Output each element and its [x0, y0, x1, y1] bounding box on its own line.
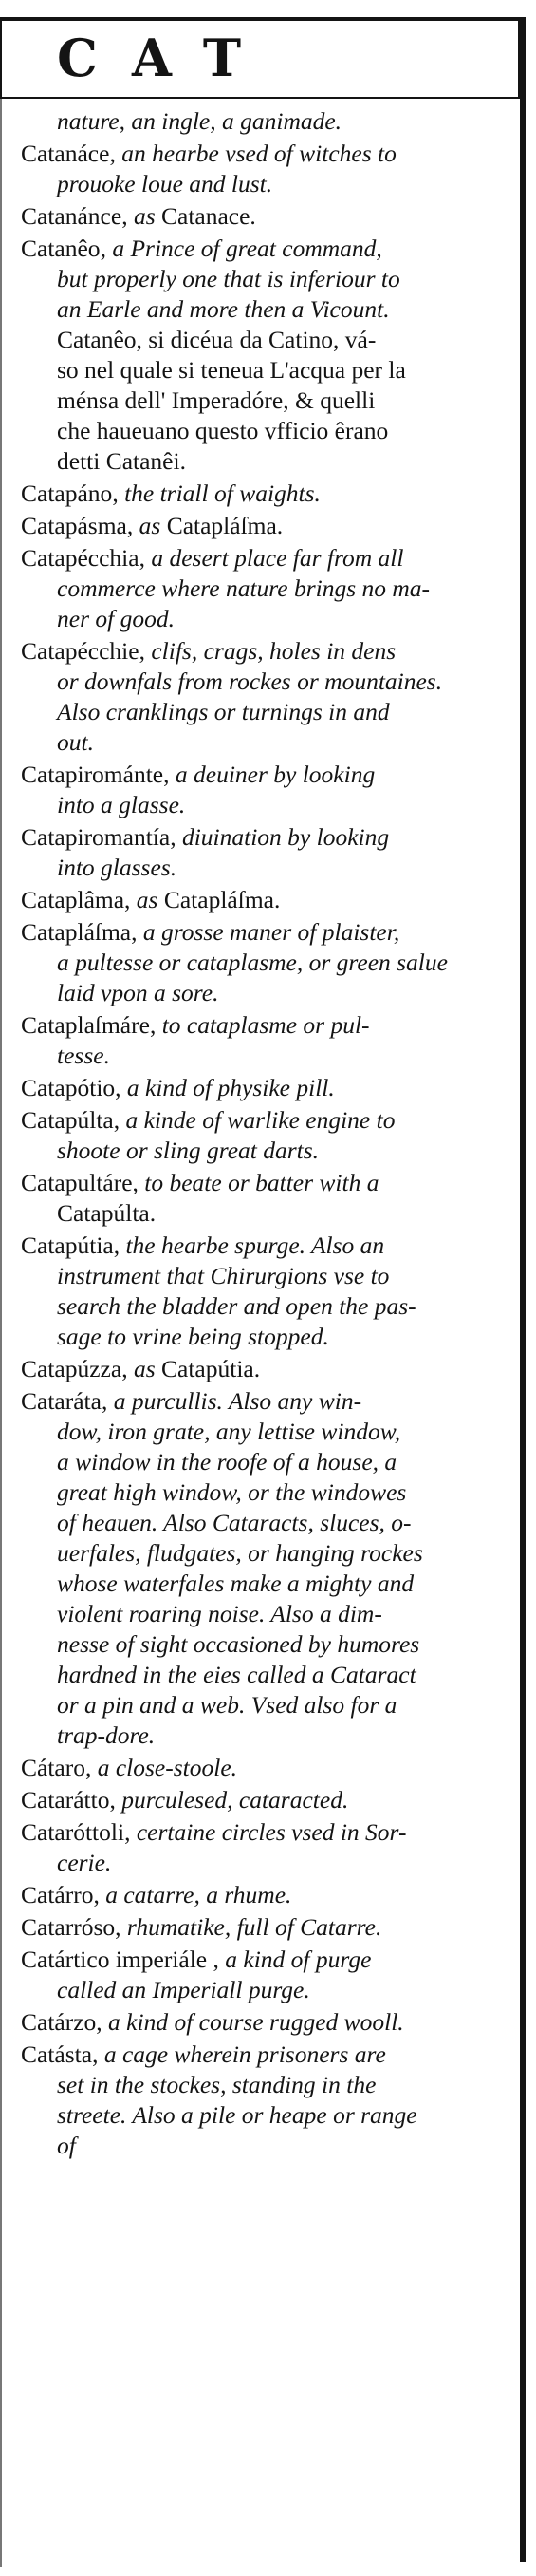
separator: , — [84, 1754, 98, 1781]
gloss-text: as — [133, 202, 156, 230]
headword: Catapúlta — [21, 1106, 114, 1134]
gloss-text: search the bladder and open the pas- — [57, 1292, 416, 1320]
gloss-text: a purcullis. Also any win- — [113, 1387, 362, 1415]
entry-line — [21, 853, 508, 883]
gloss-text: nature, an ingle, a ganimade. — [57, 107, 342, 135]
gloss-text: trap-dore. — [57, 1721, 156, 1749]
headword: Catárzo — [21, 2008, 97, 2036]
entry-line — [21, 1386, 508, 1417]
headword: Cataráta — [21, 1387, 102, 1415]
separator: , — [112, 479, 125, 507]
entry-line — [21, 1785, 508, 1815]
separator: , — [113, 1106, 126, 1134]
entry-line — [21, 1945, 508, 1975]
headword: Catapúzza — [21, 1355, 122, 1382]
entry-line — [21, 1291, 508, 1322]
entry-line — [21, 479, 508, 509]
entry-line — [21, 1569, 508, 1599]
dictionary-entry — [21, 885, 508, 915]
separator: , — [100, 235, 113, 262]
entry-column — [21, 106, 508, 2163]
entry-line — [21, 1136, 508, 1166]
running-head: CAT — [57, 28, 276, 88]
entry-line — [21, 106, 508, 137]
entry-line — [21, 1477, 508, 1508]
dictionary-entry — [21, 2040, 508, 2161]
headword: Catapótio — [21, 1074, 116, 1101]
gloss-text: a desert place far from all — [151, 544, 404, 572]
gloss-text: as — [133, 1355, 156, 1382]
dictionary-entry — [21, 1105, 508, 1166]
gloss-text: a pultesse or cataplasme, or green salue — [57, 949, 448, 976]
separator: , — [131, 918, 143, 946]
entry-line — [21, 1231, 508, 1261]
entry-line — [21, 1720, 508, 1751]
entry-line — [21, 573, 508, 604]
dictionary-entry — [21, 1073, 508, 1103]
entry-line — [21, 1447, 508, 1477]
dictionary-entry — [21, 1010, 508, 1071]
gloss-text: cerie. — [57, 1849, 112, 1876]
separator: , — [101, 1387, 114, 1415]
separator: , — [93, 1881, 106, 1908]
dictionary-entry — [21, 1817, 508, 1878]
entry-line — [21, 511, 508, 541]
gloss-text: ner of good. — [57, 605, 175, 632]
entry-line — [21, 1690, 508, 1720]
gloss-text: rhumatike, full of Catarre. — [126, 1913, 382, 1941]
roman-text: detti Catanêi. — [57, 447, 186, 475]
headword: Catárro — [21, 1881, 94, 1908]
headword: Catapútia — [21, 1232, 114, 1259]
gloss-text: Also cranklings or turnings in and — [57, 698, 390, 725]
separator: , — [170, 823, 182, 851]
dictionary-entry — [21, 234, 508, 477]
gloss-text: of heauen. Also Cataracts, sluces, o- — [57, 1509, 412, 1536]
headword: Catapáno — [21, 479, 113, 507]
gloss-text: sage to vrine being stopped. — [57, 1323, 329, 1350]
gloss-text: a kind of course rugged wooll. — [108, 2008, 404, 2036]
gloss-text: to cataplasme or pul- — [161, 1011, 370, 1039]
dictionary-entry — [21, 1753, 508, 1783]
separator: , — [109, 1786, 122, 1814]
headword: Catapultáre — [21, 1169, 133, 1196]
column-rule-left — [0, 99, 2, 2567]
separator: , — [113, 1232, 126, 1259]
headword: Catártico imperiále — [21, 1946, 208, 1973]
entry-line — [21, 978, 508, 1008]
entry-line — [21, 822, 508, 853]
entry-line — [21, 416, 508, 446]
gloss-text: whose waterfales make a mighty and — [57, 1570, 415, 1597]
dictionary-entry — [21, 1945, 508, 2005]
entry-line — [21, 1105, 508, 1136]
gloss-text: a catarre, a rhume. — [105, 1881, 292, 1908]
headword: Catapécchia — [21, 544, 139, 572]
separator: , — [115, 1913, 127, 1941]
entry-line — [21, 790, 508, 820]
entry-line — [21, 1073, 508, 1103]
roman-text: Catanêo, si dicéua da Catino, vá- — [57, 326, 377, 353]
headword: Cátaro — [21, 1754, 85, 1781]
separator: , — [115, 1074, 127, 1101]
entry-line — [21, 760, 508, 790]
dictionary-entry — [21, 106, 508, 137]
entry-line — [21, 1629, 508, 1660]
dictionary-entry — [21, 2007, 508, 2038]
headword: Catapásma — [21, 512, 127, 539]
gloss-text: instrument that Chirurgions vse to — [57, 1262, 390, 1289]
separator: , — [124, 1818, 137, 1846]
headword: Catapécchie — [21, 637, 139, 665]
separator: , — [109, 140, 116, 167]
gloss-text: dow, iron grate, any lettise window, — [57, 1418, 401, 1445]
entry-line — [21, 2070, 508, 2100]
separator: , — [149, 1011, 162, 1039]
gloss-text: uerfales, fludgates, or hanging rockes — [57, 1539, 423, 1567]
dictionary-entry — [21, 201, 508, 232]
entry-line — [21, 727, 508, 758]
gloss-text: a window in the roofe of a house, a — [57, 1448, 397, 1476]
separator: , — [132, 1169, 145, 1196]
cross-reference: Catapútia. — [155, 1355, 261, 1382]
gloss-text: of — [57, 2132, 76, 2159]
entry-line — [21, 636, 508, 667]
gloss-text: the triall of waights. — [124, 479, 321, 507]
headword: Cataróttoli — [21, 1818, 125, 1846]
gloss-text: tesse. — [57, 1042, 110, 1069]
entry-line — [21, 1041, 508, 1071]
entry-line — [21, 1538, 508, 1569]
entry-line — [21, 1660, 508, 1690]
gloss-text: into glasses. — [57, 854, 177, 881]
gloss-text: a kind of physike pill. — [126, 1074, 335, 1101]
gloss-text: as — [139, 512, 161, 539]
gloss-text: or downfals from rockes or mountaines. — [57, 668, 443, 695]
gloss-text: into a glasse. — [57, 791, 186, 818]
dictionary-entry — [21, 511, 508, 541]
entry-line — [21, 169, 508, 199]
entry-line — [21, 917, 508, 948]
dictionary-entry — [21, 760, 508, 820]
entry-line — [21, 1322, 508, 1352]
entry-line — [21, 1848, 508, 1878]
gloss-text: a grosse maner of plaister, — [142, 918, 400, 946]
entry-line — [21, 1010, 508, 1041]
cross-reference: Catanace. — [155, 202, 256, 230]
dictionary-entry — [21, 543, 508, 634]
headword: Catarátto — [21, 1786, 110, 1814]
headword: Catarróso — [21, 1913, 116, 1941]
gloss-text: commerce where nature brings no ma- — [57, 574, 431, 602]
dictionary-entry — [21, 1912, 508, 1943]
dictionary-entry — [21, 1231, 508, 1352]
dictionary-entry — [21, 1354, 508, 1384]
entry-line — [21, 201, 508, 232]
cross-reference: Catapláſma. — [160, 512, 284, 539]
separator: , — [139, 544, 152, 572]
headword: Cataplaſmáre — [21, 1011, 150, 1039]
roman-text: so nel quale si teneua L'acqua per la — [57, 356, 406, 384]
entry-line — [21, 2007, 508, 2038]
roman-text: che haueuano questo vfficio êrano — [57, 417, 389, 444]
entry-line — [21, 667, 508, 697]
headword: Catapirománte — [21, 761, 164, 788]
entry-line — [21, 1817, 508, 1848]
separator: , — [121, 202, 134, 230]
entry-line — [21, 1880, 508, 1910]
entry-line — [21, 1508, 508, 1538]
headword: Catapláſma — [21, 918, 132, 946]
entry-line — [21, 1975, 508, 2005]
separator: , — [121, 1355, 134, 1382]
entry-line — [21, 1261, 508, 1291]
gloss-text: a kinde of warlike engine to — [125, 1106, 396, 1134]
separator: , — [139, 637, 152, 665]
entry-line — [21, 2040, 508, 2070]
gloss-text: out. — [57, 728, 94, 756]
entry-line — [21, 1912, 508, 1943]
dictionary-entry — [21, 1168, 508, 1229]
entry-line — [21, 139, 508, 169]
separator: , — [96, 2008, 109, 2036]
gloss-text: a deuiner by looking — [175, 761, 376, 788]
gloss-text: set in the stockes, standing in the — [57, 2071, 377, 2098]
gloss-text: violent roaring noise. Also a dim- — [57, 1600, 382, 1627]
dictionary-entry — [21, 1785, 508, 1815]
gloss-text: a close-stoole. — [97, 1754, 238, 1781]
gloss-text: diuination by looking — [181, 823, 390, 851]
entry-line — [21, 1198, 508, 1229]
entry-line — [21, 234, 508, 264]
entry-line — [21, 1354, 508, 1384]
dictionary-entry — [21, 1880, 508, 1910]
gloss-text: purculesed, cataracted. — [121, 1786, 349, 1814]
dictionary-entry — [21, 822, 508, 883]
dictionary-entry — [21, 139, 508, 199]
entry-line — [21, 325, 508, 355]
dictionary-entry — [21, 1386, 508, 1751]
gloss-text: shoote or sling great darts. — [57, 1137, 320, 1164]
entry-line — [21, 355, 508, 385]
headword: Catásta — [21, 2040, 93, 2068]
entry-line — [21, 1417, 508, 1447]
gloss-text: an Earle and more then a Vicount. — [57, 295, 390, 323]
entry-line — [21, 1599, 508, 1629]
gloss-text: clifs, crags, holes in dens — [151, 637, 397, 665]
gloss-text: or a pin and a web. Vsed also for a — [57, 1691, 397, 1719]
gloss-text: as — [136, 886, 158, 913]
gloss-text: called an Imperiall purge. — [57, 1976, 310, 2003]
gloss-text: laid vpon a sore. — [57, 979, 219, 1006]
gloss-text: great high window, or the windowes — [57, 1478, 407, 1506]
column-rule-right — [520, 17, 526, 2562]
gloss-text: certaine circles vsed in Sor- — [136, 1818, 407, 1846]
headword: Catanêo — [21, 235, 101, 262]
gloss-text: but properly one that is inferiour to — [57, 265, 400, 292]
entry-line — [21, 543, 508, 573]
headword: Cataplâma — [21, 886, 125, 913]
separator: , — [163, 761, 176, 788]
entry-line — [21, 264, 508, 294]
dictionary-entry — [21, 479, 508, 509]
entry-line — [21, 604, 508, 634]
gloss-text: a kind of purge — [225, 1946, 372, 1973]
headword: Catanáce — [21, 140, 110, 167]
entry-line — [21, 385, 508, 416]
gloss-text: streete. Also a pile or heape or range — [57, 2101, 417, 2129]
separator: , — [92, 2040, 104, 2068]
roman-text: ménsa dell' Imperadóre, & quelli — [57, 386, 376, 414]
separator: , — [124, 886, 137, 913]
gloss-text: prouoke loue and lust. — [57, 170, 273, 197]
gloss-text: an hearbe vsed of witches to — [115, 140, 397, 167]
entry-line — [21, 885, 508, 915]
cross-reference: Catapláſma. — [157, 886, 281, 913]
dictionary-entry — [21, 917, 508, 1008]
entry-line — [21, 446, 508, 477]
separator: , — [207, 1946, 226, 1973]
roman-text: Catapúlta. — [57, 1199, 157, 1227]
gloss-text: a cage wherein prisoners are — [103, 2040, 386, 2068]
entry-line — [21, 2100, 508, 2131]
dictionary-entry — [21, 636, 508, 758]
gloss-text: nesse of sight occasioned by humores — [57, 1630, 420, 1658]
headword: Catanánce — [21, 202, 122, 230]
entry-line — [21, 2131, 508, 2161]
gloss-text: hardned in the eies called a Cataract — [57, 1661, 416, 1688]
entry-line — [21, 948, 508, 978]
gloss-text: the hearbe spurge. Also an — [125, 1232, 385, 1259]
headword: Catapiromantía — [21, 823, 171, 851]
entry-line — [21, 1168, 508, 1198]
entry-line — [21, 294, 508, 325]
gloss-text: a Prince of great command, — [112, 235, 382, 262]
separator: , — [126, 512, 139, 539]
entry-line — [21, 697, 508, 727]
entry-line — [21, 1753, 508, 1783]
gloss-text: to beate or batter with a — [144, 1169, 379, 1196]
